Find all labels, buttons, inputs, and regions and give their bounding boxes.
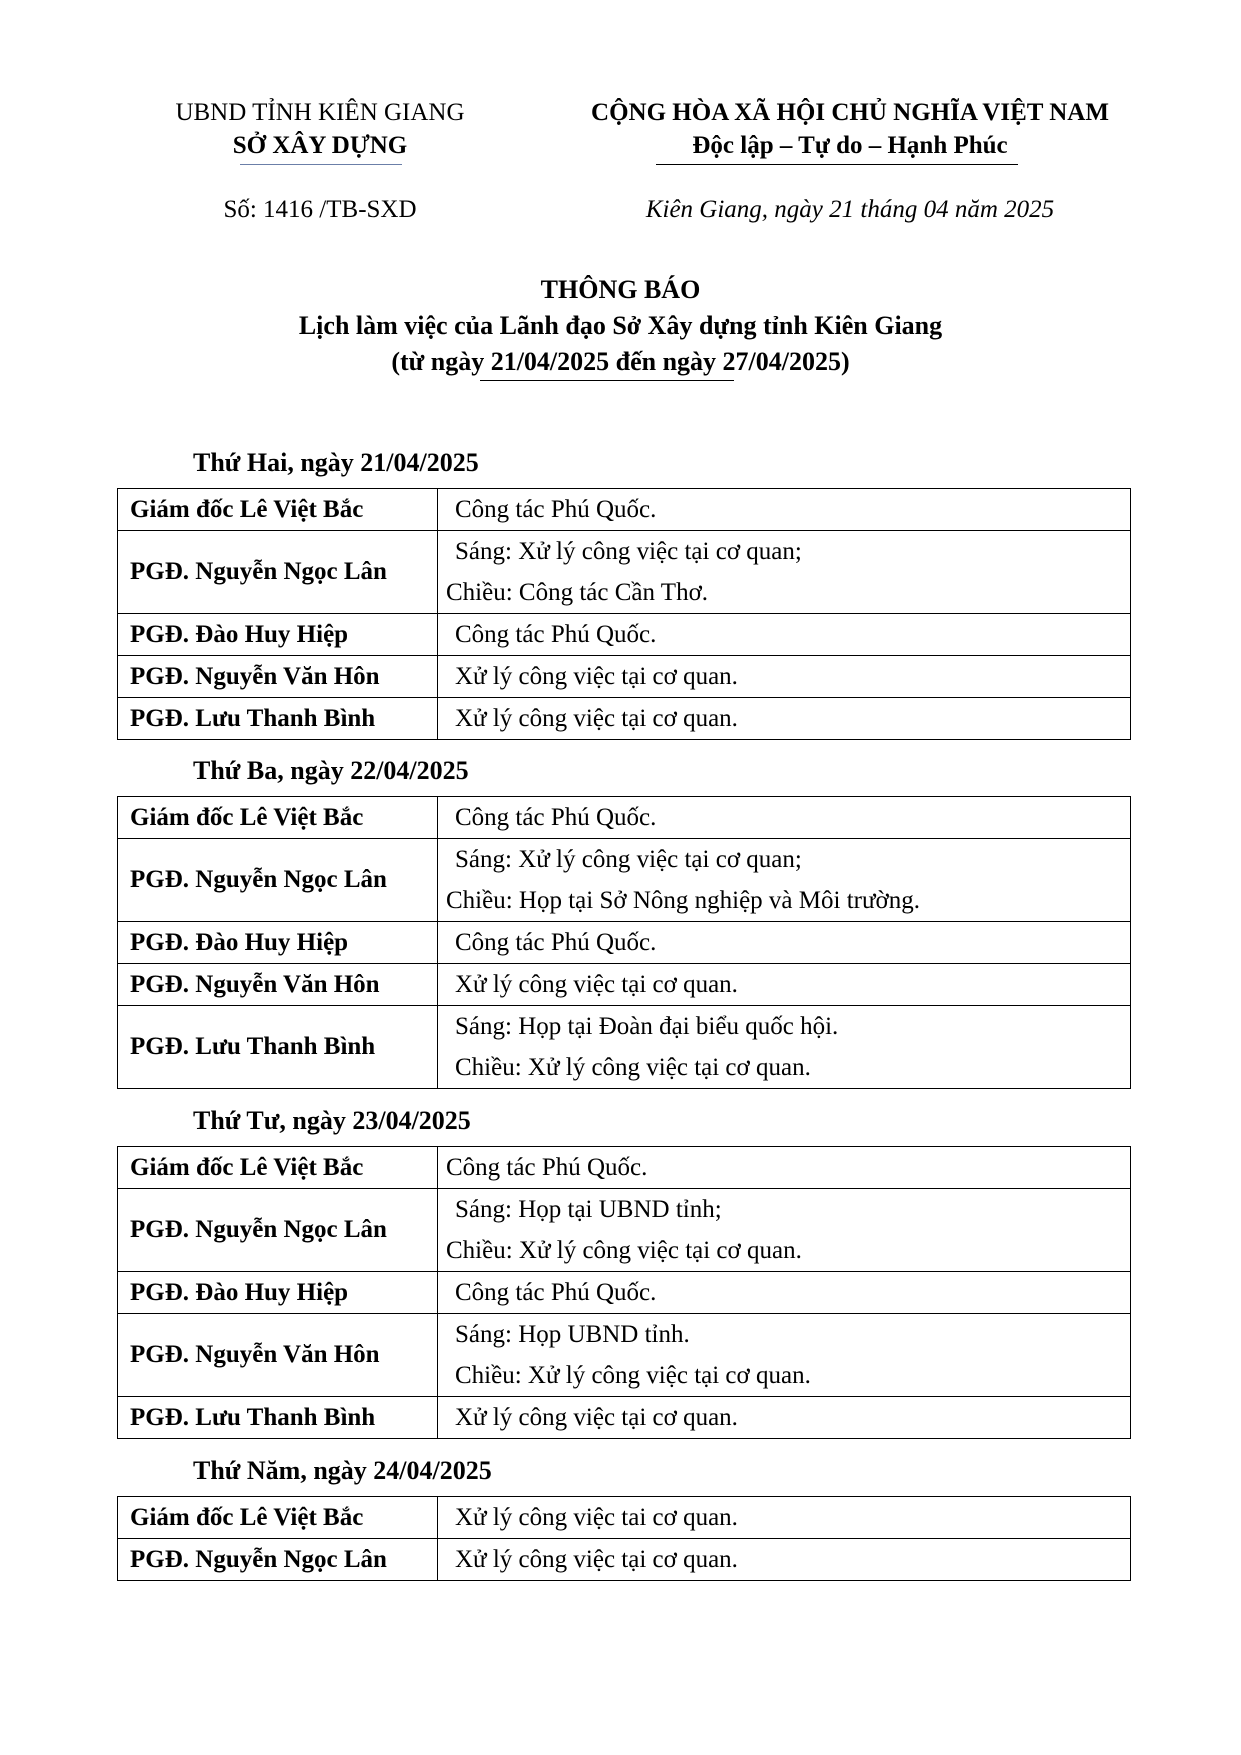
table-row (118, 531, 1131, 614)
document-number: Số: 1416 /TB-SXD (223, 196, 417, 223)
leader-name: PGĐ. Nguyễn Văn Hôn (118, 1314, 438, 1397)
department-underline (240, 164, 402, 165)
table-row (118, 1189, 1131, 1272)
task-line: Chiều: Công tác Cần Thơ. (446, 579, 709, 606)
leader-name: PGĐ. Lưu Thanh Bình (118, 1397, 438, 1439)
task-cell (438, 531, 1131, 614)
authority-name: UBND TỈNH KIÊN GIANG (175, 99, 465, 126)
task-cell (438, 1397, 1131, 1439)
day-heading: Thứ Ba, ngày 22/04/2025 (193, 756, 469, 785)
schedule-table (117, 1496, 1131, 1581)
task-cell (438, 656, 1131, 698)
table-row (118, 964, 1131, 1006)
nation-block (540, 96, 1160, 162)
day-heading: Thứ Năm, ngày 24/04/2025 (193, 1456, 492, 1485)
task-cell (438, 614, 1131, 656)
task-line: Xử lý công việc tại cơ quan. (455, 971, 738, 998)
document-subtitle: Lịch làm việc của Lãnh đạo Sở Xây dựng tỉnh Kiên Giang (298, 311, 943, 340)
task-line: Công tác Phú Quốc. (455, 804, 657, 831)
task-line: Xử lý công việc tại cơ quan. (455, 705, 738, 732)
task-line: Công tác Phú Quốc. (446, 1154, 648, 1181)
place-date: Kiên Giang, ngày 21 tháng 04 năm 2025 (645, 196, 1055, 223)
task-line: Chiều: Họp tại Sở Nông nghiệp và Môi trường. (446, 887, 920, 914)
task-cell (438, 1497, 1131, 1539)
table-row (118, 489, 1131, 531)
table-row (118, 1497, 1131, 1539)
motto: Độc lập – Tự do – Hạnh Phúc (692, 132, 1008, 159)
task-line: Công tác Phú Quốc. (455, 929, 657, 956)
task-cell (438, 1539, 1131, 1581)
date-range: (từ ngày 21/04/2025 đến ngày 27/04/2025) (391, 347, 850, 376)
task-cell (438, 1006, 1131, 1089)
leader-name: PGĐ. Đào Huy Hiệp (118, 922, 438, 964)
motto-underline (656, 164, 1018, 165)
leader-name: PGĐ. Nguyễn Văn Hôn (118, 656, 438, 698)
leader-name: Giám đốc Lê Việt Bắc (118, 1147, 438, 1189)
task-line: Sáng: Họp tại Đoàn đại biểu quốc hội. (455, 1013, 839, 1040)
leader-name: Giám đốc Lê Việt Bắc (118, 489, 438, 531)
task-cell (438, 489, 1131, 531)
leader-name: Giám đốc Lê Việt Bắc (118, 797, 438, 839)
task-line: Chiều: Xử lý công việc tại cơ quan. (455, 1362, 811, 1389)
task-line: Chiều: Xử lý công việc tại cơ quan. (446, 1237, 802, 1264)
leader-name: Giám đốc Lê Việt Bắc (118, 1497, 438, 1539)
schedule-table (117, 796, 1131, 1089)
task-cell (438, 922, 1131, 964)
table-row (118, 1397, 1131, 1439)
task-line: Sáng: Xử lý công việc tại cơ quan; (455, 846, 802, 873)
task-line: Công tác Phú Quốc. (455, 1279, 657, 1306)
task-line: Chiều: Xử lý công việc tại cơ quan. (455, 1054, 811, 1081)
task-line: Sáng: Họp UBND tỉnh. (455, 1321, 690, 1348)
table-row (118, 614, 1131, 656)
leader-name: PGĐ. Nguyễn Ngọc Lân (118, 1539, 438, 1581)
schedule-table (117, 1146, 1131, 1439)
task-line: Sáng: Họp tại UBND tỉnh; (455, 1196, 722, 1223)
department-name: SỞ XÂY DỰNG (232, 132, 408, 159)
table-row (118, 922, 1131, 964)
table-row (118, 839, 1131, 922)
issuer-block (140, 96, 500, 162)
title-block (0, 272, 1241, 380)
leader-name: PGĐ. Nguyễn Ngọc Lân (118, 531, 438, 614)
task-cell (438, 698, 1131, 740)
table-row (118, 1147, 1131, 1189)
task-line: Công tác Phú Quốc. (455, 496, 657, 523)
task-line: Sáng: Xử lý công việc tại cơ quan; (455, 538, 802, 565)
table-row (118, 1272, 1131, 1314)
task-line: Xử lý công việc tai cơ quan. (455, 1504, 738, 1531)
task-cell (438, 964, 1131, 1006)
task-line: Xử lý công việc tại cơ quan. (455, 1404, 738, 1431)
leader-name: PGĐ. Lưu Thanh Bình (118, 698, 438, 740)
table-row (118, 656, 1131, 698)
task-cell (438, 1189, 1131, 1272)
nation-name: CỘNG HÒA XÃ HỘI CHỦ NGHĨA VIỆT NAM (591, 99, 1109, 126)
task-line: Công tác Phú Quốc. (455, 621, 657, 648)
leader-name: PGĐ. Nguyễn Ngọc Lân (118, 1189, 438, 1272)
title-underline (480, 380, 734, 381)
day-heading: Thứ Hai, ngày 21/04/2025 (193, 448, 479, 477)
task-cell (438, 797, 1131, 839)
task-line: Xử lý công việc tại cơ quan. (455, 1546, 738, 1573)
task-cell (438, 839, 1131, 922)
table-row (118, 1314, 1131, 1397)
task-line: Xử lý công việc tại cơ quan. (455, 663, 738, 690)
table-row (118, 698, 1131, 740)
leader-name: PGĐ. Nguyễn Văn Hôn (118, 964, 438, 1006)
table-row (118, 1006, 1131, 1089)
leader-name: PGĐ. Nguyễn Ngọc Lân (118, 839, 438, 922)
day-heading: Thứ Tư, ngày 23/04/2025 (193, 1106, 471, 1135)
leader-name: PGĐ. Lưu Thanh Bình (118, 1006, 438, 1089)
task-cell (438, 1147, 1131, 1189)
task-cell (438, 1272, 1131, 1314)
schedule-table (117, 488, 1131, 740)
task-cell (438, 1314, 1131, 1397)
document-title: THÔNG BÁO (540, 275, 701, 304)
leader-name: PGĐ. Đào Huy Hiệp (118, 1272, 438, 1314)
table-row (118, 1539, 1131, 1581)
leader-name: PGĐ. Đào Huy Hiệp (118, 614, 438, 656)
table-row (118, 797, 1131, 839)
